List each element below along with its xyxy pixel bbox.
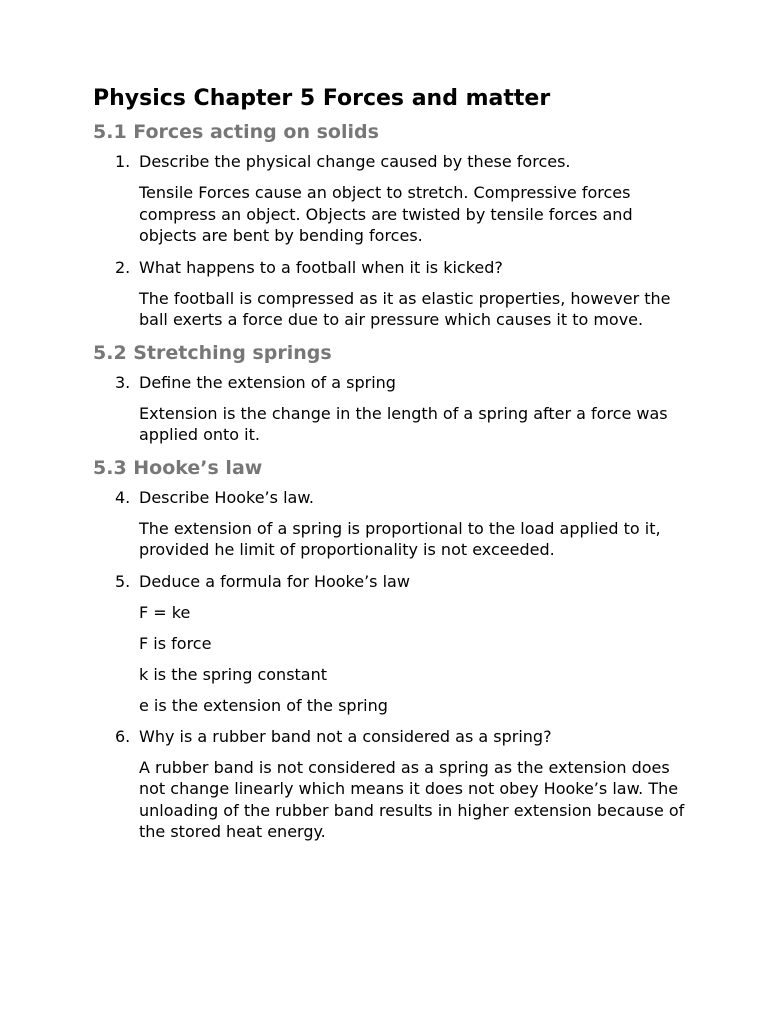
formula-definition: F is force — [139, 633, 212, 653]
answer-text: The extension of a spring is proportional to the load applied to it, provided he limit of proportionality is not exceeded. — [139, 518, 661, 559]
question-5 — [93, 571, 693, 593]
question-3 — [93, 372, 693, 394]
question-number: 5. — [115, 571, 131, 591]
question-2 — [93, 257, 693, 279]
answer-text: Extension is the change in the length of a spring after a force was applied onto it. — [139, 403, 668, 444]
question-number: 6. — [115, 726, 131, 746]
question-text: What happens to a football when it is kicked? — [139, 257, 503, 277]
answer-text: Tensile Forces cause an object to stretch. Compressive forces compress an object. Objects are twisted by tensile forces and objects are bent by bending forces. — [139, 183, 633, 245]
question-1 — [93, 151, 693, 173]
formula-definition: e is the extension of the spring — [139, 695, 388, 715]
section-heading-5-2: 5.2 Stretching springs — [93, 341, 332, 364]
question-number: 4. — [115, 487, 131, 507]
question-text: Deduce a formula for Hooke’s law — [139, 571, 410, 591]
question-text: Why is a rubber band not a considered as a spring? — [139, 726, 552, 746]
question-6 — [93, 726, 693, 748]
question-text: Define the extension of a spring — [139, 372, 396, 392]
section-heading-5-3: 5.3 Hooke’s law — [93, 456, 263, 479]
question-text: Describe the physical change caused by these forces. — [139, 152, 571, 171]
section-heading-5-1: 5.1 Forces acting on solids — [93, 121, 379, 143]
document-page — [93, 84, 693, 843]
question-4 — [93, 487, 693, 509]
page-title: Physics Chapter 5 Forces and matter — [93, 86, 551, 111]
answer-text: The football is compressed as it as elastic properties, however the ball exerts a force due to air pressure which causes it to move. — [139, 288, 671, 329]
formula-definition: k is the spring constant — [139, 664, 328, 684]
question-number: 2. — [115, 257, 131, 277]
formula-line: F = ke — [139, 602, 191, 622]
answer-text: A rubber band is not considered as a spring as the extension does not change linearly which means it does not obey Hooke’s law. The unloading of the rubber band results in higher extension because of the stored heat energy. — [139, 757, 685, 841]
question-number: 1. — [115, 152, 131, 171]
question-number: 3. — [115, 372, 131, 392]
question-text: Describe Hooke’s law. — [139, 487, 315, 507]
